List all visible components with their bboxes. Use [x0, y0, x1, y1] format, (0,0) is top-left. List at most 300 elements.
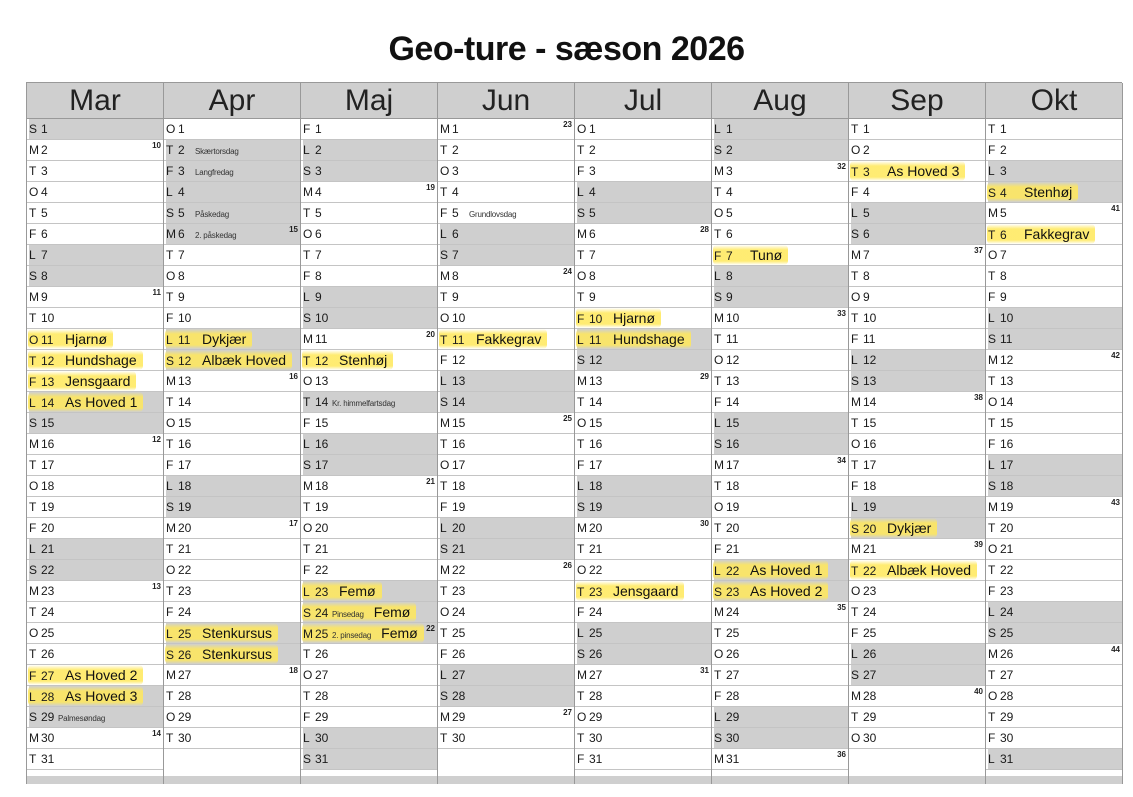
- day-number: 27: [726, 668, 740, 682]
- day-number: 27: [452, 668, 466, 682]
- day-cell-content: [851, 455, 877, 475]
- day-cell: [712, 434, 848, 455]
- day-cell: [27, 707, 163, 728]
- day-number: 9: [726, 290, 733, 304]
- day-cell-content: [577, 455, 603, 475]
- day-number: 5: [41, 206, 48, 220]
- event-label: Tunø: [750, 247, 783, 263]
- day-cell: [849, 182, 985, 203]
- day-cell-content: [28, 392, 143, 412]
- day-number: 19: [863, 500, 877, 514]
- weekday-letter: M: [440, 269, 450, 283]
- day-cell-content: [29, 539, 55, 559]
- day-cell: [27, 749, 163, 770]
- day-number: 7: [589, 248, 596, 262]
- day-cell-content: [166, 497, 192, 517]
- day-cell: [575, 350, 711, 371]
- day-number: 10: [452, 311, 466, 325]
- day-cell: [301, 329, 437, 350]
- week-number: 37: [974, 246, 983, 255]
- day-number: 4: [315, 185, 322, 199]
- day-cell: [438, 581, 574, 602]
- day-cell-content: [165, 329, 252, 349]
- weekday-letter: F: [988, 584, 996, 598]
- day-cell: [27, 728, 163, 749]
- day-cell-content: [851, 392, 877, 412]
- day-number: 12: [315, 354, 329, 368]
- event-label: Jensgaard: [613, 583, 679, 599]
- day-number: 2: [452, 143, 459, 157]
- day-cell-content: [988, 665, 1014, 685]
- weekday-letter: L: [303, 143, 310, 157]
- day-number: 2: [1000, 143, 1007, 157]
- week-number: 18: [289, 666, 298, 675]
- weekday-letter: L: [440, 668, 447, 682]
- day-number: 5: [1000, 206, 1007, 220]
- weekday-letter: S: [29, 563, 38, 577]
- day-cell: [849, 686, 985, 707]
- month-column-aug: [712, 83, 849, 784]
- day-number: 15: [178, 416, 192, 430]
- day-cell-content: [577, 728, 603, 748]
- day-cell: [164, 371, 300, 392]
- day-number: 18: [452, 479, 466, 493]
- weekday-letter: S: [166, 354, 175, 368]
- weekday-letter: O: [440, 311, 450, 325]
- day-cell: [575, 182, 711, 203]
- day-cell: [438, 602, 574, 623]
- day-cell: [301, 161, 437, 182]
- day-cell: [712, 119, 848, 140]
- day-cell: [164, 203, 300, 224]
- week-number: 40: [974, 687, 983, 696]
- week-number: 21: [426, 477, 435, 486]
- day-cell: [849, 119, 985, 140]
- day-cell: [27, 413, 163, 434]
- weekday-letter: M: [303, 479, 313, 493]
- weekday-letter: S: [714, 290, 723, 304]
- day-cell-content: [440, 413, 466, 433]
- weekday-letter: M: [714, 752, 724, 766]
- day-cell-content: [714, 707, 740, 727]
- weekday-letter: T: [988, 374, 996, 388]
- day-cell: [986, 476, 1122, 497]
- day-cell-content: [988, 329, 1014, 349]
- day-number: 13: [863, 374, 877, 388]
- day-number: 25: [1000, 626, 1014, 640]
- weekday-letter: O: [714, 206, 724, 220]
- day-cell: [164, 161, 300, 182]
- weekday-letter: O: [577, 563, 587, 577]
- weekday-letter: S: [440, 395, 449, 409]
- weekday-letter: O: [166, 416, 176, 430]
- day-cell-content: [166, 266, 192, 286]
- day-cell: [438, 161, 574, 182]
- day-number: 8: [589, 269, 596, 283]
- weekday-letter: L: [714, 416, 721, 430]
- day-cell: [301, 119, 437, 140]
- day-number: 30: [863, 731, 877, 745]
- day-cell-content: [714, 329, 740, 349]
- day-cell-content: [166, 581, 192, 601]
- day-number: 2: [589, 143, 596, 157]
- day-number: 28: [589, 689, 603, 703]
- day-cell: [849, 476, 985, 497]
- day-cell-content: [714, 728, 740, 748]
- day-cell: [27, 203, 163, 224]
- day-cell-content: [166, 119, 192, 139]
- day-cell-content: [302, 350, 393, 370]
- day-cell-content: [166, 413, 192, 433]
- weekday-letter: F: [166, 458, 174, 472]
- weekday-letter: L: [303, 437, 310, 451]
- day-number: 30: [315, 731, 329, 745]
- day-cell-content: [440, 476, 466, 496]
- day-number: 27: [1000, 668, 1014, 682]
- day-cell: [438, 707, 574, 728]
- day-cell: [27, 350, 163, 371]
- day-number: 20: [452, 521, 466, 535]
- day-cell-content: [851, 728, 877, 748]
- weekday-letter: T: [440, 731, 448, 745]
- day-cell-content: [713, 560, 828, 580]
- weekday-letter: S: [166, 648, 175, 662]
- weekday-letter: T: [714, 374, 722, 388]
- weekday-letter: T: [988, 228, 996, 242]
- day-cell-content: [988, 413, 1014, 433]
- day-number: 26: [178, 648, 192, 662]
- day-cell-content: [440, 518, 466, 538]
- day-number: 27: [863, 668, 877, 682]
- day-number: 10: [1000, 311, 1014, 325]
- weekday-letter: T: [303, 647, 311, 661]
- day-cell: [849, 707, 985, 728]
- day-cell: [438, 182, 574, 203]
- day-cell: [849, 623, 985, 644]
- week-number: 16: [289, 372, 298, 381]
- day-cell-content: [851, 308, 877, 328]
- weekday-letter: F: [988, 731, 996, 745]
- day-cell-content: [713, 581, 828, 601]
- weekday-letter: L: [988, 458, 995, 472]
- weekday-letter: M: [29, 143, 39, 157]
- day-cell: [27, 539, 163, 560]
- day-cell: [438, 329, 574, 350]
- weekday-letter: T: [988, 416, 996, 430]
- day-cell: [986, 665, 1122, 686]
- weekday-letter: T: [303, 689, 311, 703]
- event-label: Femø: [381, 625, 418, 641]
- day-number: 29: [315, 710, 329, 724]
- day-cell: [301, 665, 437, 686]
- day-number: 28: [1000, 689, 1014, 703]
- day-cell-content: [577, 182, 603, 202]
- day-cell-content: [577, 119, 603, 139]
- week-number: 10: [152, 141, 161, 150]
- day-number: 13: [178, 374, 192, 388]
- day-cell: [575, 728, 711, 749]
- weekday-letter: M: [577, 374, 587, 388]
- day-number: 18: [726, 479, 740, 493]
- holiday-label: Påskedag: [195, 210, 229, 219]
- day-cell: [438, 245, 574, 266]
- holiday-label: Palmesøndag: [58, 714, 106, 723]
- weekday-letter: M: [166, 227, 176, 241]
- day-number: 12: [452, 353, 466, 367]
- holiday-label: Grundlovsdag: [469, 210, 517, 219]
- day-cell-content: [439, 329, 547, 349]
- holiday-label: Langfredag: [195, 168, 234, 177]
- day-cell: [849, 287, 985, 308]
- day-number: 29: [41, 710, 55, 724]
- day-number: 23: [452, 584, 466, 598]
- day-cell-content: [850, 518, 937, 538]
- week-number: 27: [563, 708, 572, 717]
- day-cell-content: [851, 203, 877, 223]
- weekday-letter: S: [29, 710, 38, 724]
- day-cell: [27, 308, 163, 329]
- weekday-letter: T: [851, 416, 859, 430]
- day-cell-content: [988, 581, 1014, 601]
- day-cell: [986, 707, 1122, 728]
- day-cell-content: [29, 602, 55, 622]
- day-cell-content: [714, 665, 740, 685]
- day-cell-content: [303, 434, 329, 454]
- weekday-letter: O: [988, 248, 998, 262]
- day-number: 14: [726, 395, 740, 409]
- weekday-letter: T: [29, 500, 37, 514]
- day-cell-content: [851, 182, 877, 202]
- day-cell-content: [440, 602, 466, 622]
- day-cell: [712, 581, 848, 602]
- day-cell-content: [577, 203, 603, 223]
- weekday-letter: S: [29, 122, 38, 136]
- day-cell: [849, 560, 985, 581]
- weekday-letter: T: [577, 689, 585, 703]
- day-cell: [164, 560, 300, 581]
- day-cell: [575, 203, 711, 224]
- day-number: 11: [589, 333, 602, 347]
- day-number: 20: [178, 521, 192, 535]
- weekday-letter: O: [29, 333, 39, 347]
- weekday-letter: F: [440, 353, 448, 367]
- day-cell-content: [988, 434, 1014, 454]
- day-cell-content: [714, 392, 740, 412]
- day-cell-content: [440, 707, 466, 727]
- weekday-letter: T: [988, 269, 996, 283]
- week-number: 42: [1111, 351, 1120, 360]
- weekday-letter: F: [577, 605, 585, 619]
- day-cell-content: [440, 686, 466, 706]
- day-number: 28: [41, 690, 55, 704]
- day-cell-content: [440, 182, 466, 202]
- day-cell: [301, 707, 437, 728]
- day-number: 14: [589, 395, 603, 409]
- weekday-letter: L: [303, 290, 310, 304]
- weekday-letter: T: [440, 185, 448, 199]
- day-number: 13: [315, 374, 329, 388]
- day-cell: [575, 602, 711, 623]
- weekday-letter: F: [303, 269, 311, 283]
- weekday-letter: M: [714, 311, 724, 325]
- day-cell-content: [440, 392, 466, 412]
- day-number: 16: [315, 437, 329, 451]
- day-number: 21: [41, 542, 55, 556]
- day-number: 9: [452, 290, 459, 304]
- weekday-letter: T: [29, 354, 37, 368]
- day-number: 21: [452, 542, 466, 556]
- day-number: 10: [863, 311, 877, 325]
- day-number: 20: [1000, 521, 1014, 535]
- weekday-letter: T: [577, 542, 585, 556]
- day-cell: [164, 413, 300, 434]
- day-cell: [849, 518, 985, 539]
- weekday-letter: M: [577, 227, 587, 241]
- weekday-letter: O: [851, 290, 861, 304]
- day-number: 2: [315, 143, 322, 157]
- day-cell: [986, 728, 1122, 749]
- day-cell: [27, 434, 163, 455]
- day-cell: [849, 665, 985, 686]
- day-number: 19: [726, 500, 740, 514]
- day-cell-content: [714, 623, 740, 643]
- weekday-letter: T: [303, 248, 311, 262]
- day-cell: [712, 665, 848, 686]
- weekday-letter: M: [166, 668, 176, 682]
- day-cell-content: [29, 560, 55, 580]
- day-cell: [712, 497, 848, 518]
- day-number: 24: [452, 605, 466, 619]
- day-cell: [438, 287, 574, 308]
- weekday-letter: S: [29, 416, 38, 430]
- day-number: 31: [41, 752, 55, 766]
- day-cell-content: [303, 224, 329, 244]
- day-cell-content: [303, 539, 329, 559]
- day-cell: [164, 119, 300, 140]
- day-number: 24: [41, 605, 55, 619]
- day-cell: [575, 434, 711, 455]
- day-cell-content: [714, 476, 740, 496]
- weekday-letter: F: [988, 437, 996, 451]
- weekday-letter: T: [166, 437, 174, 451]
- day-cell: [712, 392, 848, 413]
- weekday-letter: M: [303, 627, 313, 641]
- weekday-letter: M: [440, 710, 450, 724]
- weekday-letter: M: [303, 185, 313, 199]
- day-cell-content: [165, 623, 278, 643]
- day-number: 30: [178, 731, 192, 745]
- weekday-letter: T: [988, 122, 996, 136]
- day-cell: [27, 245, 163, 266]
- month-header: Mar: [27, 83, 163, 119]
- day-number: 10: [726, 311, 740, 325]
- day-cell-content: [714, 497, 740, 517]
- day-cell: [301, 602, 437, 623]
- week-number: 35: [837, 603, 846, 612]
- weekday-letter: L: [29, 690, 36, 704]
- day-cell: [164, 140, 300, 161]
- day-number: 19: [1000, 500, 1014, 514]
- day-number: 3: [41, 164, 48, 178]
- day-cell: [438, 413, 574, 434]
- day-number: 20: [726, 521, 740, 535]
- weekday-letter: T: [29, 752, 37, 766]
- week-number: 41: [1111, 204, 1120, 213]
- day-number: 24: [589, 605, 603, 619]
- day-cell-content: [987, 224, 1095, 244]
- day-cell-content: [29, 413, 55, 433]
- day-cell-content: [166, 560, 192, 580]
- day-cell: [849, 581, 985, 602]
- weekday-letter: M: [166, 521, 176, 535]
- week-number: 22: [426, 624, 435, 633]
- day-cell-content: [988, 161, 1014, 181]
- weekday-letter: T: [577, 290, 585, 304]
- day-cell-content: [988, 350, 1014, 370]
- month-column-jun: [438, 83, 575, 784]
- weekday-letter: M: [440, 563, 450, 577]
- day-cell-content: [29, 203, 55, 223]
- day-cell: [27, 518, 163, 539]
- day-cell-content: [714, 224, 740, 244]
- day-number: 3: [315, 164, 322, 178]
- event-label: Fakkegrav: [1024, 226, 1090, 242]
- day-number: 24: [178, 605, 192, 619]
- day-cell-content: [714, 413, 740, 433]
- month-header: Apr: [164, 83, 300, 119]
- day-cell: [986, 518, 1122, 539]
- day-cell-content: [988, 602, 1014, 622]
- day-number: 25: [452, 626, 466, 640]
- weekday-letter: T: [440, 290, 448, 304]
- week-number: 12: [152, 435, 161, 444]
- day-number: 27: [41, 669, 55, 683]
- day-cell: [301, 413, 437, 434]
- day-cell: [27, 287, 163, 308]
- day-cell-content: [303, 392, 395, 412]
- day-cell: [575, 749, 711, 770]
- day-cell-content: [29, 581, 55, 601]
- day-cell: [27, 686, 163, 707]
- weekday-letter: S: [440, 542, 449, 556]
- day-cell: [438, 455, 574, 476]
- day-cell: [849, 140, 985, 161]
- day-cell-content: [166, 602, 192, 622]
- day-number: 16: [726, 437, 740, 451]
- day-cell: [438, 518, 574, 539]
- day-cell-content: [29, 266, 55, 286]
- weekday-letter: S: [714, 731, 723, 745]
- day-cell: [438, 476, 574, 497]
- day-cell: [438, 539, 574, 560]
- day-cell: [986, 161, 1122, 182]
- day-cell-content: [577, 539, 603, 559]
- weekday-letter: T: [166, 290, 174, 304]
- day-cell-content: [714, 119, 740, 139]
- day-number: 21: [863, 542, 877, 556]
- day-number: 21: [315, 542, 329, 556]
- day-cell: [27, 581, 163, 602]
- weekday-letter: T: [851, 269, 859, 283]
- weekday-letter: O: [303, 668, 313, 682]
- day-cell: [164, 308, 300, 329]
- day-number: 1: [178, 122, 185, 136]
- weekday-letter: T: [714, 626, 722, 640]
- weekday-letter: T: [303, 542, 311, 556]
- day-number: 16: [178, 437, 192, 451]
- day-number: 11: [452, 333, 465, 347]
- day-cell-content: [714, 602, 740, 622]
